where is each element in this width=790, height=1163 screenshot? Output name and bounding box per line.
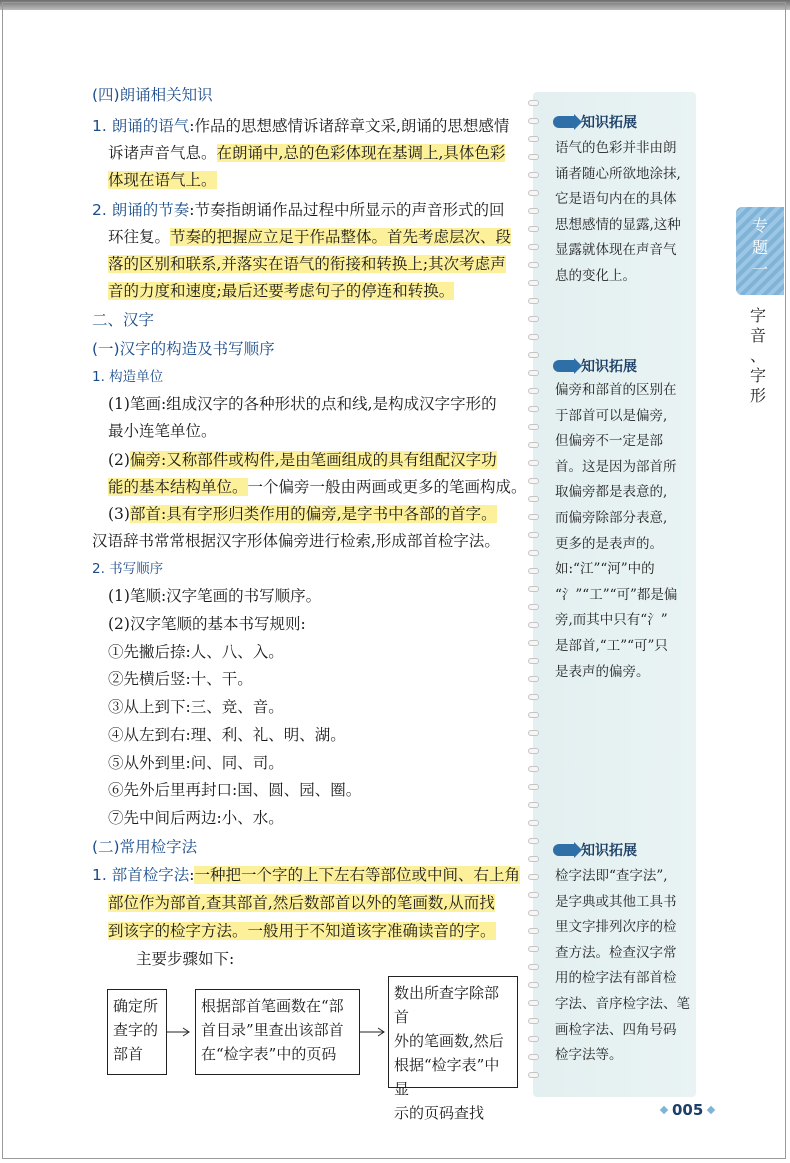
- order-line: ③从上到下:三、竞、音。: [108, 698, 284, 716]
- binding-ring: [528, 802, 539, 808]
- item2-line2: [108, 226, 511, 248]
- bushou-highlight-2: 部位作为部首,查其部首,然后数部首以外的笔画数,从而找: [108, 894, 495, 912]
- binding-ring: [528, 1036, 539, 1042]
- binding-ring: [528, 622, 539, 628]
- binding-ring: [528, 280, 539, 286]
- bushou-def-highlight: 部首:具有字形归类作用的偏旁,是字书中各部的首字。: [129, 505, 497, 523]
- order-line: (2)汉字笔顺的基本书写规则:: [108, 615, 306, 633]
- unit-line4-plain: 一个偏旁一般由两画或更多的笔画构成。: [247, 478, 527, 496]
- bushou-line2: [108, 892, 495, 914]
- item1-label: 1. 朗诵的语气: [92, 117, 190, 135]
- bushou-line1: [92, 864, 520, 886]
- binding-ring: [528, 388, 539, 394]
- diamond-icon: [707, 1106, 715, 1114]
- note-title-text: 知识拓展: [581, 843, 637, 859]
- binding-ring: [528, 262, 539, 268]
- caption-char: 形: [749, 386, 766, 405]
- pencil-arrow-icon: [553, 360, 575, 372]
- binding-ring: [528, 784, 539, 790]
- binding-ring: [528, 316, 539, 322]
- knowledge-sidebar: [533, 92, 696, 1097]
- section-4-heading: (四)朗诵相关知识: [92, 86, 213, 104]
- item2-highlight-2: 落的区别和联系,并落实在语气的衔接和转换上;其次考虑声: [108, 255, 506, 273]
- unit-line1: (1)笔画:组成汉字的各种形状的点和线,是构成汉字字形的: [108, 395, 497, 413]
- item2-label: 2. 朗诵的节奏: [92, 201, 190, 219]
- order-line: ④从左到右:理、利、礼、明、湖。: [108, 726, 346, 744]
- pencil-arrow-icon: [553, 116, 575, 128]
- unit-heading: 1. 构造单位: [92, 369, 164, 385]
- binding-ring: [528, 298, 539, 304]
- item1-line3: [108, 169, 217, 191]
- hanzi-sub1: (一)汉字的构造及书写顺序: [92, 340, 275, 358]
- binding-ring: [528, 640, 539, 646]
- flow-box-3-line: 外的笔画数,然后: [394, 1032, 504, 1050]
- hanzi-heading: 二、汉字: [92, 311, 155, 329]
- tab-char: 专: [751, 216, 768, 235]
- note-3-body: 检字法即“查字法”, 是字典或其他工具书 里文字排列次序的检 查方法。检查汉字常 用的检字法有部首检 字法、音序检字法、笔 画检字法、四角号码 检字法等。: [555, 868, 690, 1064]
- binding-ring: [528, 1072, 539, 1078]
- binding-ring: [528, 946, 539, 952]
- item1-highlight: 在朗诵中,总的色彩体现在基调上,具体色彩: [216, 144, 506, 162]
- binding-ring: [528, 982, 539, 988]
- binding-ring: [528, 334, 539, 340]
- binding-ring: [528, 586, 539, 592]
- note-title-2: [553, 356, 637, 376]
- bushou-highlight-3: 到该字的检字方法。一般用于不知道该字准确读音的字。: [108, 922, 496, 940]
- binding-ring: [528, 190, 539, 196]
- binding-ring: [528, 424, 539, 430]
- flow-box-2-line: 根据部首笔画数在“部: [201, 997, 344, 1015]
- bushou-colon: :: [189, 866, 195, 884]
- binding-ring: [528, 856, 539, 862]
- unit-line3: [108, 449, 497, 471]
- binding-ring: [528, 748, 539, 754]
- order-line: ⑤从外到里:问、同、司。: [108, 754, 284, 772]
- page-number-text: 005: [672, 1101, 704, 1119]
- binding-ring: [528, 550, 539, 556]
- unit-line2: 最小连笔单位。: [108, 422, 217, 440]
- binding-ring: [528, 874, 539, 880]
- binding-ring: [528, 568, 539, 574]
- binding-ring: [528, 928, 539, 934]
- steps-intro: 主要步骤如下:: [136, 950, 235, 968]
- note-2-body: 偏旁和部首的区别在 于部首可以是偏旁, 但偏旁不一定是部 首。这是因为部首所 取偏旁都是表意的, 而偏旁除部分表意, 更多的是表声的。 如:“江”“河”中的 “氵”“工”“可”都是偏 旁,而其中只有“氵” 是部首,“工”“可”只 是表声的偏旁。: [555, 382, 678, 680]
- note-title-text: 知识拓展: [581, 359, 637, 375]
- bushou-line3: [108, 920, 496, 942]
- item2-text: :节奏指朗诵作品过程中所显示的声音形式的回: [189, 201, 505, 219]
- binding-ring: [528, 370, 539, 376]
- binding-ring: [528, 1054, 539, 1060]
- caption-char: 字: [749, 306, 766, 325]
- page-number: [656, 1101, 719, 1119]
- diamond-icon: [660, 1106, 668, 1114]
- bushou-label: 1. 部首检字法: [92, 866, 190, 884]
- flow-box-3-line: 根据“检字表”中显: [394, 1056, 500, 1098]
- flow-box-1-line: 确定所: [113, 997, 159, 1015]
- item2-line1: [92, 199, 504, 221]
- binding-ring: [528, 352, 539, 358]
- arrow-right-icon: [167, 1026, 195, 1038]
- flow-box-1-line: 部首: [113, 1045, 144, 1063]
- unit-line5: [108, 503, 497, 525]
- flow-box-2-line: 首目录”里查出该部首: [201, 1021, 344, 1039]
- chapter-caption: [748, 306, 768, 406]
- item1-highlight-2: 体现在语气上。: [108, 171, 217, 189]
- item2-line4: [108, 280, 454, 302]
- binding-ring: [528, 100, 539, 106]
- binding-ring: [528, 730, 539, 736]
- binding-ring: [528, 1000, 539, 1006]
- order-line: ②先横后竖:十、干。: [108, 670, 253, 688]
- order-line: ①先撇后捺:人、八、入。: [108, 643, 284, 661]
- flow-box-1-line: 查字的: [113, 1021, 159, 1039]
- note-title-text: 知识拓展: [581, 115, 637, 131]
- flow-box-3-line: 数出所查字除部首: [394, 984, 500, 1026]
- pencil-arrow-icon: [553, 844, 575, 856]
- binding-ring: [528, 136, 539, 142]
- bushou-highlight: 一种把一个字的上下左右等部位或中间、右上角: [194, 866, 520, 884]
- binding-ring: [528, 766, 539, 772]
- binding-ring: [528, 694, 539, 700]
- flow-box-2: [195, 989, 360, 1075]
- order-line: (1)笔顺:汉字笔画的书写顺序。: [108, 587, 322, 605]
- flow-box-2-line: 在“检字表”中的页码: [201, 1045, 337, 1063]
- binding-ring: [528, 118, 539, 124]
- hanzi-sub2: (二)常用检字法: [92, 838, 198, 856]
- binding-ring: [528, 208, 539, 214]
- binding-ring: [528, 964, 539, 970]
- chapter-tab-label: [750, 215, 770, 281]
- binding-ring: [528, 604, 539, 610]
- binding-ring: [528, 658, 539, 664]
- tab-char: 一: [751, 260, 768, 279]
- arrow-right-icon: [360, 1026, 390, 1038]
- unit-line3-label: (2): [108, 451, 130, 469]
- unit-line6: 汉语辞书常常根据汉字形体偏旁进行检索,形成部首检字法。: [92, 532, 500, 550]
- binding-ring: [528, 676, 539, 682]
- binding-ring: [528, 442, 539, 448]
- item2-highlight-3: 音的力度和速度;最后还要考虑句子的停连和转换。: [108, 282, 455, 300]
- binding-ring: [528, 226, 539, 232]
- order-heading: 2. 书写顺序: [92, 561, 164, 577]
- binding-ring: [528, 460, 539, 466]
- binding-ring: [528, 910, 539, 916]
- chapter-tab[interactable]: [736, 207, 784, 295]
- unit-line4: [108, 476, 527, 498]
- flow-box-3-line: 示的页码查找: [394, 1104, 485, 1122]
- flow-box-3: [388, 976, 518, 1122]
- tab-char: 题: [751, 238, 768, 257]
- item1-plain: 诉诸声音气息。: [108, 144, 217, 162]
- flow-box-1: [107, 989, 167, 1075]
- item1-line1: [92, 115, 509, 137]
- order-line: ⑥先外后里再封口:国、圆、园、圈。: [108, 781, 362, 799]
- pianpang-highlight: 偏旁:又称部件或构件,是由笔画组成的具有组配汉字功: [129, 451, 497, 469]
- binding-ring: [528, 172, 539, 178]
- caption-char: 、: [749, 346, 766, 365]
- item1-line2: [108, 142, 505, 164]
- binding-ring: [528, 532, 539, 538]
- binding-ring: [528, 244, 539, 250]
- caption-char: 字: [749, 366, 766, 385]
- binding-ring: [528, 154, 539, 160]
- pianpang-highlight-2: 能的基本结构单位。: [108, 478, 248, 496]
- binding-ring: [528, 820, 539, 826]
- binding-ring: [528, 478, 539, 484]
- binding-ring: [528, 712, 539, 718]
- item2-highlight: 节奏的把握应立足于作品整体。首先考虑层次、段: [170, 228, 512, 246]
- note-1-body: 语气的色彩并非由朗 诵者随心所欲地涂抹, 它是语句内在的具体 思想感情的显露,这种 显露就体现在声音气 息的变化上。: [555, 140, 681, 284]
- item1-text: :作品的思想感情诉诸辞章文采,朗诵的思想感情: [189, 117, 510, 135]
- item2-plain: 环往复。: [108, 228, 171, 246]
- item2-line3: [108, 253, 506, 275]
- order-line: ⑦先中间后两边:小、水。: [108, 809, 284, 827]
- binding-ring: [528, 406, 539, 412]
- note-title-3: [553, 840, 637, 860]
- binding-ring: [528, 892, 539, 898]
- binding-ring: [528, 838, 539, 844]
- note-title-1: [553, 112, 637, 132]
- binding-ring: [528, 1018, 539, 1024]
- binding-ring: [528, 496, 539, 502]
- binding-ring: [528, 514, 539, 520]
- caption-char: 音: [749, 326, 766, 345]
- unit-line5-label: (3): [108, 505, 130, 523]
